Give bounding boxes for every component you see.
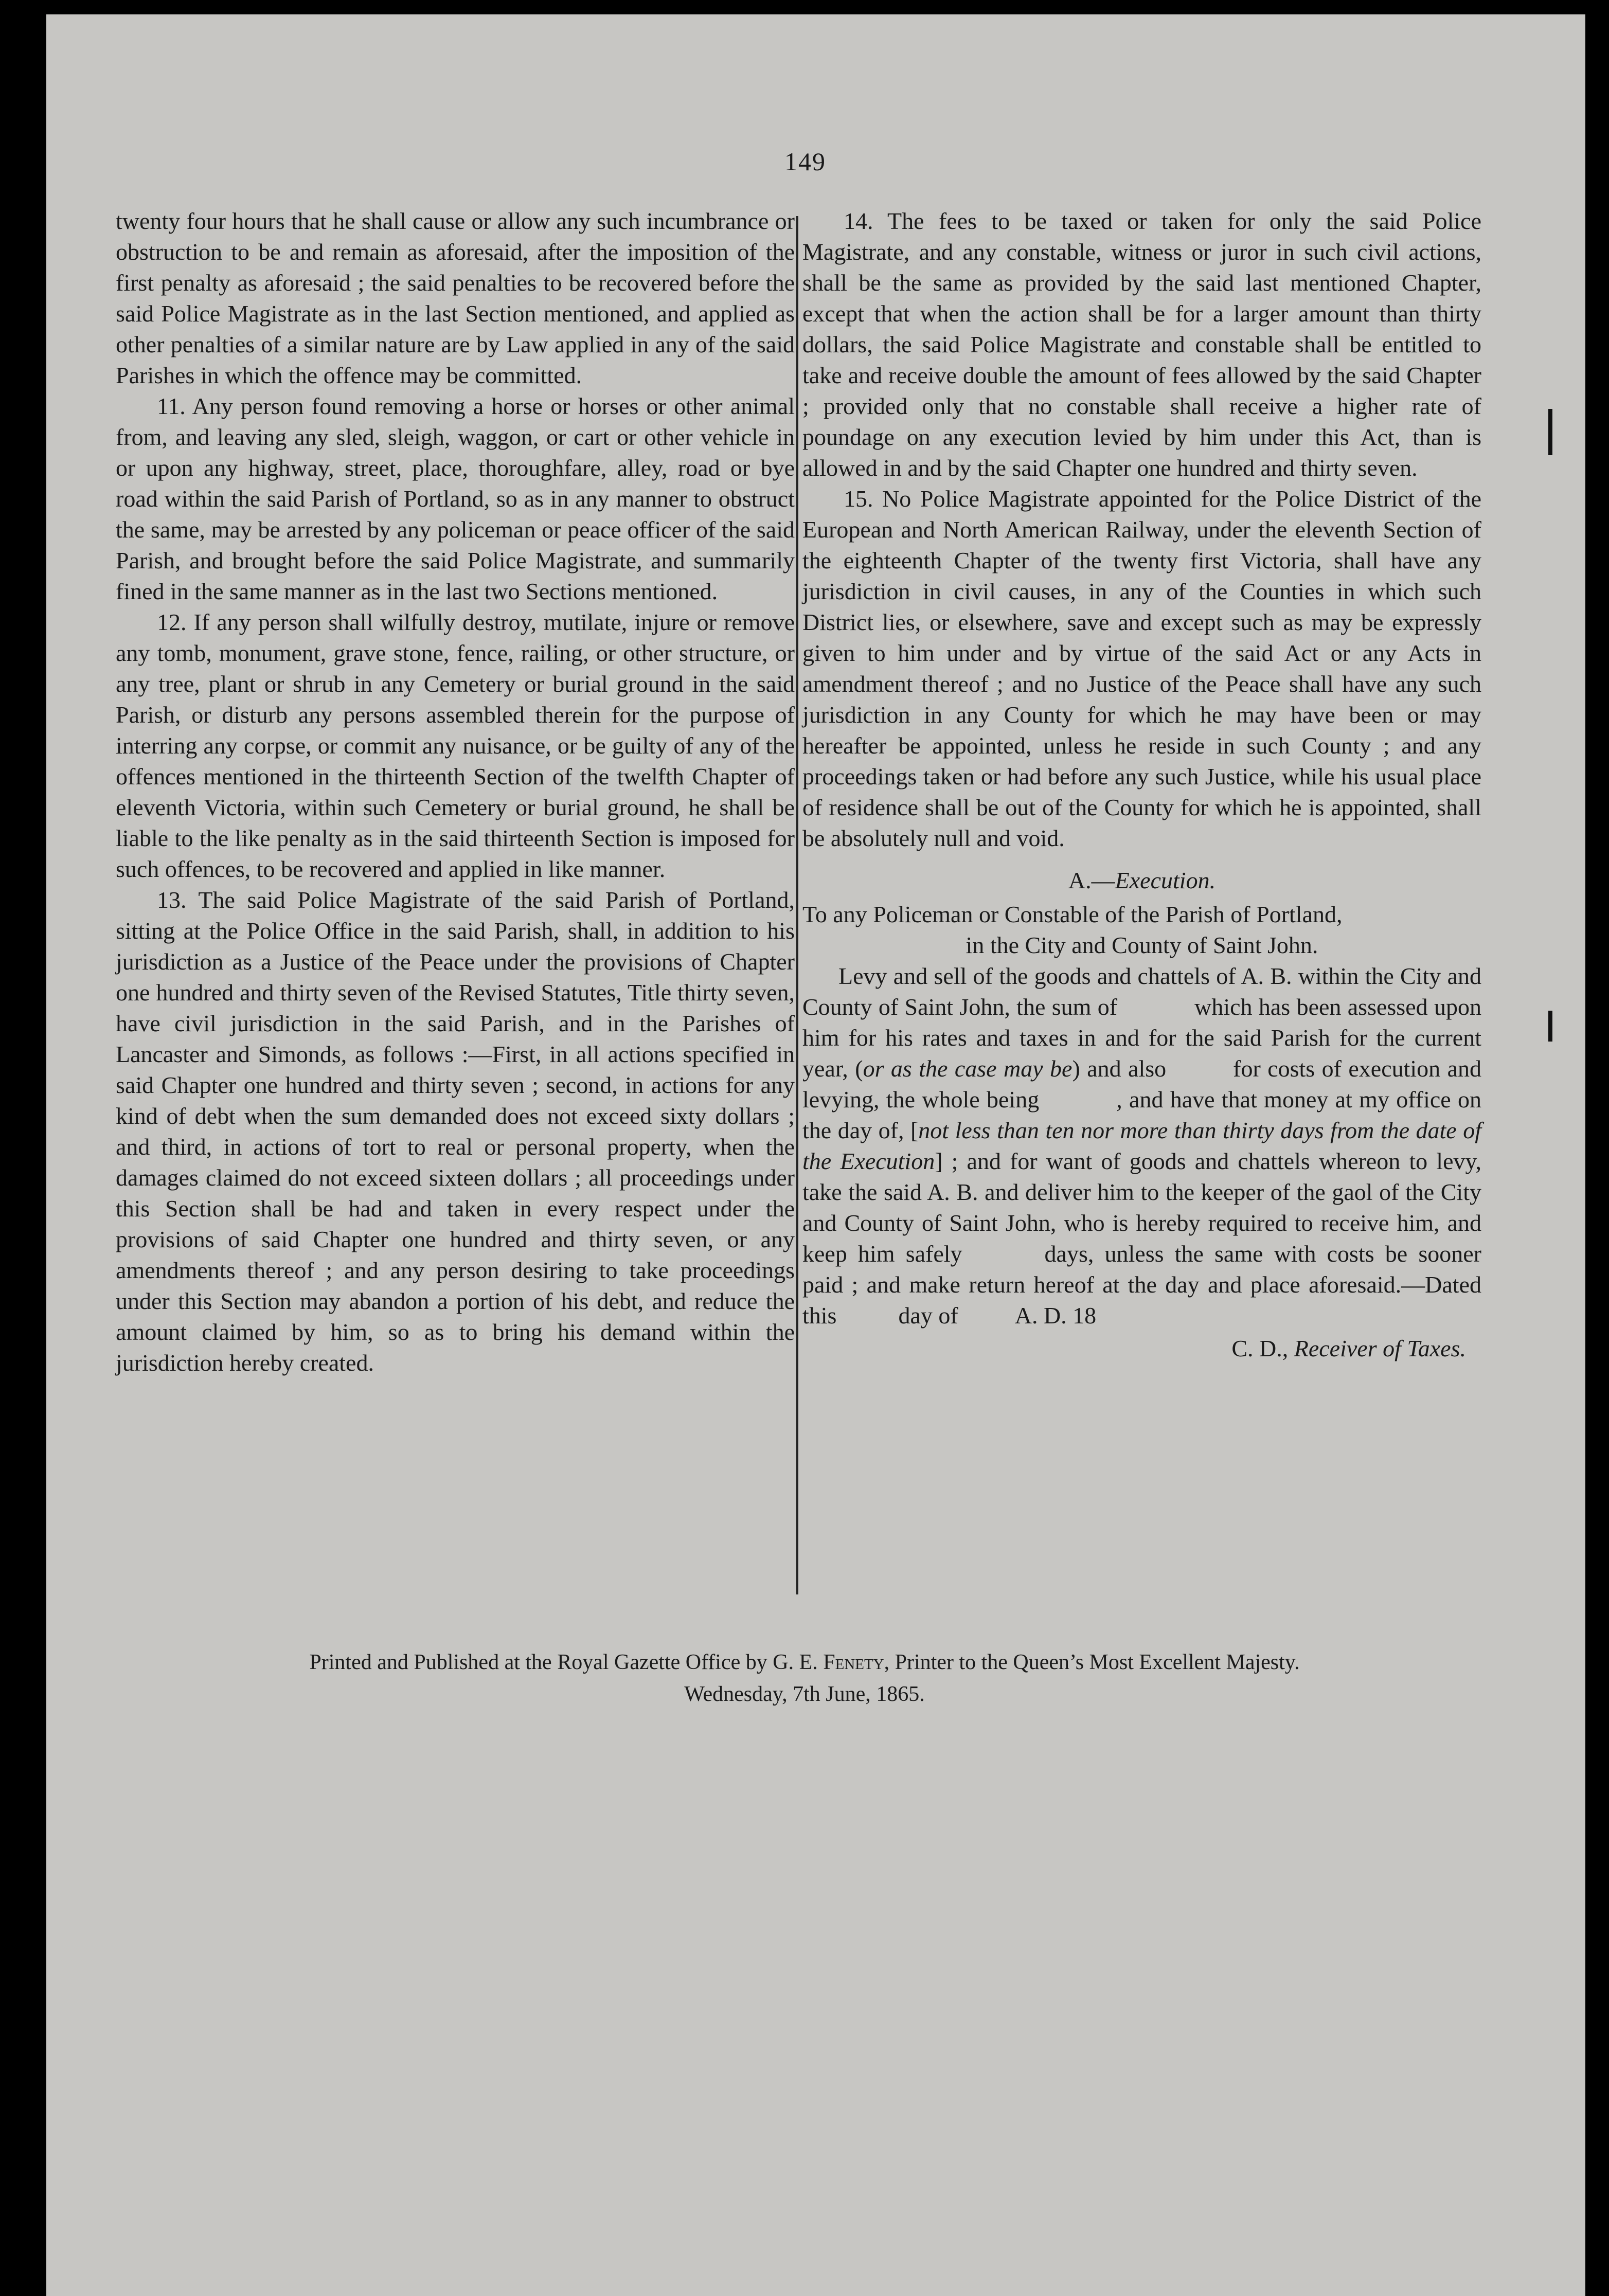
address-line-2: in the City and County of Saint John. — [966, 932, 1318, 958]
writ-text-a: Levy and sell of the goods and chattels of A. B. within the City and County of Saint John, the sum of — [802, 963, 1481, 1020]
section-11: 11. Any person found removing a horse or horses or other animal from, and leaving any sled, sleigh, waggon, or cart or other vehicle in or upon any highway, street, place, thoroughfare, alley, road or bye road within the said Parish of Portland, so as in any manner to obstruct the same, may be arrested by any policeman or peace officer of the said Parish, and brought before the said Police Magistrate, and summarily fined in the same manner as in the last two Sections mentioned. — [116, 393, 795, 604]
left-column — [116, 206, 795, 1378]
imprint-line — [103, 1650, 1506, 1675]
column-divider — [796, 216, 798, 1594]
writ-text-k: days, unless the same with costs be sooner paid ; and make return hereof at the day and place aforesaid.—Dated this — [802, 1241, 1481, 1329]
writ-text-h: , [ — [898, 1117, 919, 1143]
page-number: 149 — [784, 147, 826, 176]
writ-text-d: ) and also — [1072, 1055, 1167, 1082]
signature-name: C. D., — [1231, 1335, 1289, 1361]
writ-text-b: which has been assessed upon him for his rates and taxes in and for the said Parish for the current year, ( — [802, 994, 1481, 1082]
imprint-text-a: Printed and Published at the Royal Gazette Office by G. E. — [309, 1651, 818, 1674]
writ-text-g: day of — [837, 1117, 898, 1143]
right-column — [802, 206, 1481, 1364]
paragraph-continued: twenty four hours that he shall cause or allow any such incumbrance or obstruction to be and remain as aforesaid, after the imposition of the first penalty as aforesaid ; the said penalties to be recovered before the said Police Magistrate as in the last Section mentioned, and applied as other penalties of a similar nature are by Law applied in any of the said Parishes in which the offence may be committed. — [116, 208, 795, 388]
imprint-text-b: , Printer to the Queen’s Most Excellent Majesty. — [884, 1651, 1300, 1674]
writ-text-m: A. D. 18 — [1014, 1302, 1097, 1329]
schedule-title: Execution. — [1115, 867, 1216, 893]
writ-text-e: for costs of execution and levying, the whole being — [802, 1055, 1482, 1113]
writ-text-f: , and have that money at my office on the — [802, 1086, 1481, 1143]
section-12: 12. If any person shall wilfully destroy, mutilate, injure or remove any tomb, monument, grave stone, fence, railing, or other structure, or any tree, plant or shrub in any Cemetery or burial ground in the said Parish, or disturb any persons assembled therein for the purpose of interring any corpse, or commit any nuisance, or be guilty of any of the offences mentioned in the thirteenth Section of the twelfth Chapter of eleventh Victoria, within such Cemetery or burial ground, he shall be liable to the like penalty as in the said thirteenth Section is imposed for such offences, to be recovered and applied in like manner. — [116, 609, 795, 882]
execution-writ — [802, 961, 1481, 1331]
writ-text-i: not less than ten nor more than thirty days from the date of the Execution — [802, 1117, 1481, 1174]
schedule-heading — [802, 865, 1481, 896]
writ-text-c: or as the case may be — [863, 1055, 1072, 1082]
writ-text-l: day of — [898, 1302, 958, 1329]
imprint-date: Wednesday, 7th June, 1865. — [684, 1682, 925, 1706]
signature-title: Receiver of Taxes. — [1294, 1335, 1466, 1361]
margin-mark — [1548, 1011, 1552, 1042]
section-15: 15. No Police Magistrate appointed for the Police District of the European and North American Railway, under the eleventh Section of the eighteenth Chapter of the twenty first Victoria, shall have any jurisdiction in civil causes, in any of the Counties in which such District lies, or elsewhere, save and except such as may be expressly given to him under and by virtue of the said Act or any Acts in amendment thereof ; and no Justice of the Peace shall have any such jurisdiction in any County for which he may have been or may hereafter be appointed, unless he reside in such County ; and any proceedings taken or had before any such Justice, while his usual place of residence shall be out of the County for which he is appointed, shall be absolutely null and void. — [802, 486, 1481, 851]
margin-mark — [1548, 409, 1552, 455]
address-line-1: To any Policeman or Constable of the Parish of Portland, — [802, 901, 1343, 927]
signature-line — [802, 1333, 1481, 1364]
section-14: 14. The fees to be taxed or taken for only the said Police Magistrate, and any constable, witness or juror in such civil actions, shall be the same as provided by the said last mentioned Chapter, except that when the action shall be for a larger amount than thirty dollars, the said Police Magistrate and constable shall be entitled to take and receive double the amount of fees allowed by the said Chapter ; provided only that no constable shall receive a higher rate of poundage on any execution levied by him under this Act, than is allowed in and by the said Chapter one hundred and thirty seven. — [802, 208, 1481, 481]
writ-text-j: ] ; and for want of goods and chattels whereon to levy, take the said A. B. and deliver him to the keeper of the gaol of the City and County of Saint John, who is hereby required to receive him, and keep him safely — [802, 1148, 1481, 1267]
printer-name: Fenety — [823, 1651, 884, 1674]
schedule-letter: A.— — [1068, 867, 1115, 893]
section-13: 13. The said Police Magistrate of the said Parish of Portland, sitting at the Police Office in the said Parish, shall, in addition to his jurisdiction as a Justice of the Peace under the provisions of Chapter one hundred and thirty seven of the Revised Statutes, Title thirty seven, have civil jurisdiction in the said Parish, and in the Parishes of Lancaster and Simonds, as follows :—First, in all actions specified in said Chapter one hundred and thirty seven ; second, in actions for any kind of debt when the sum demanded does not exceed sixty dollars ; and third, in actions of tort to real or personal property, when the damages claimed do not exceed sixteen dollars ; all proceedings under this Section shall be had and taken in every respect under the provisions of said Chapter one hundred and thirty seven, or any amendments thereof ; and any person desiring to take proceedings under this Section may abandon a portion of his debt, and reduce the amount claimed by him, so as to bring his demand within the jurisdiction hereby created. — [116, 887, 795, 1376]
